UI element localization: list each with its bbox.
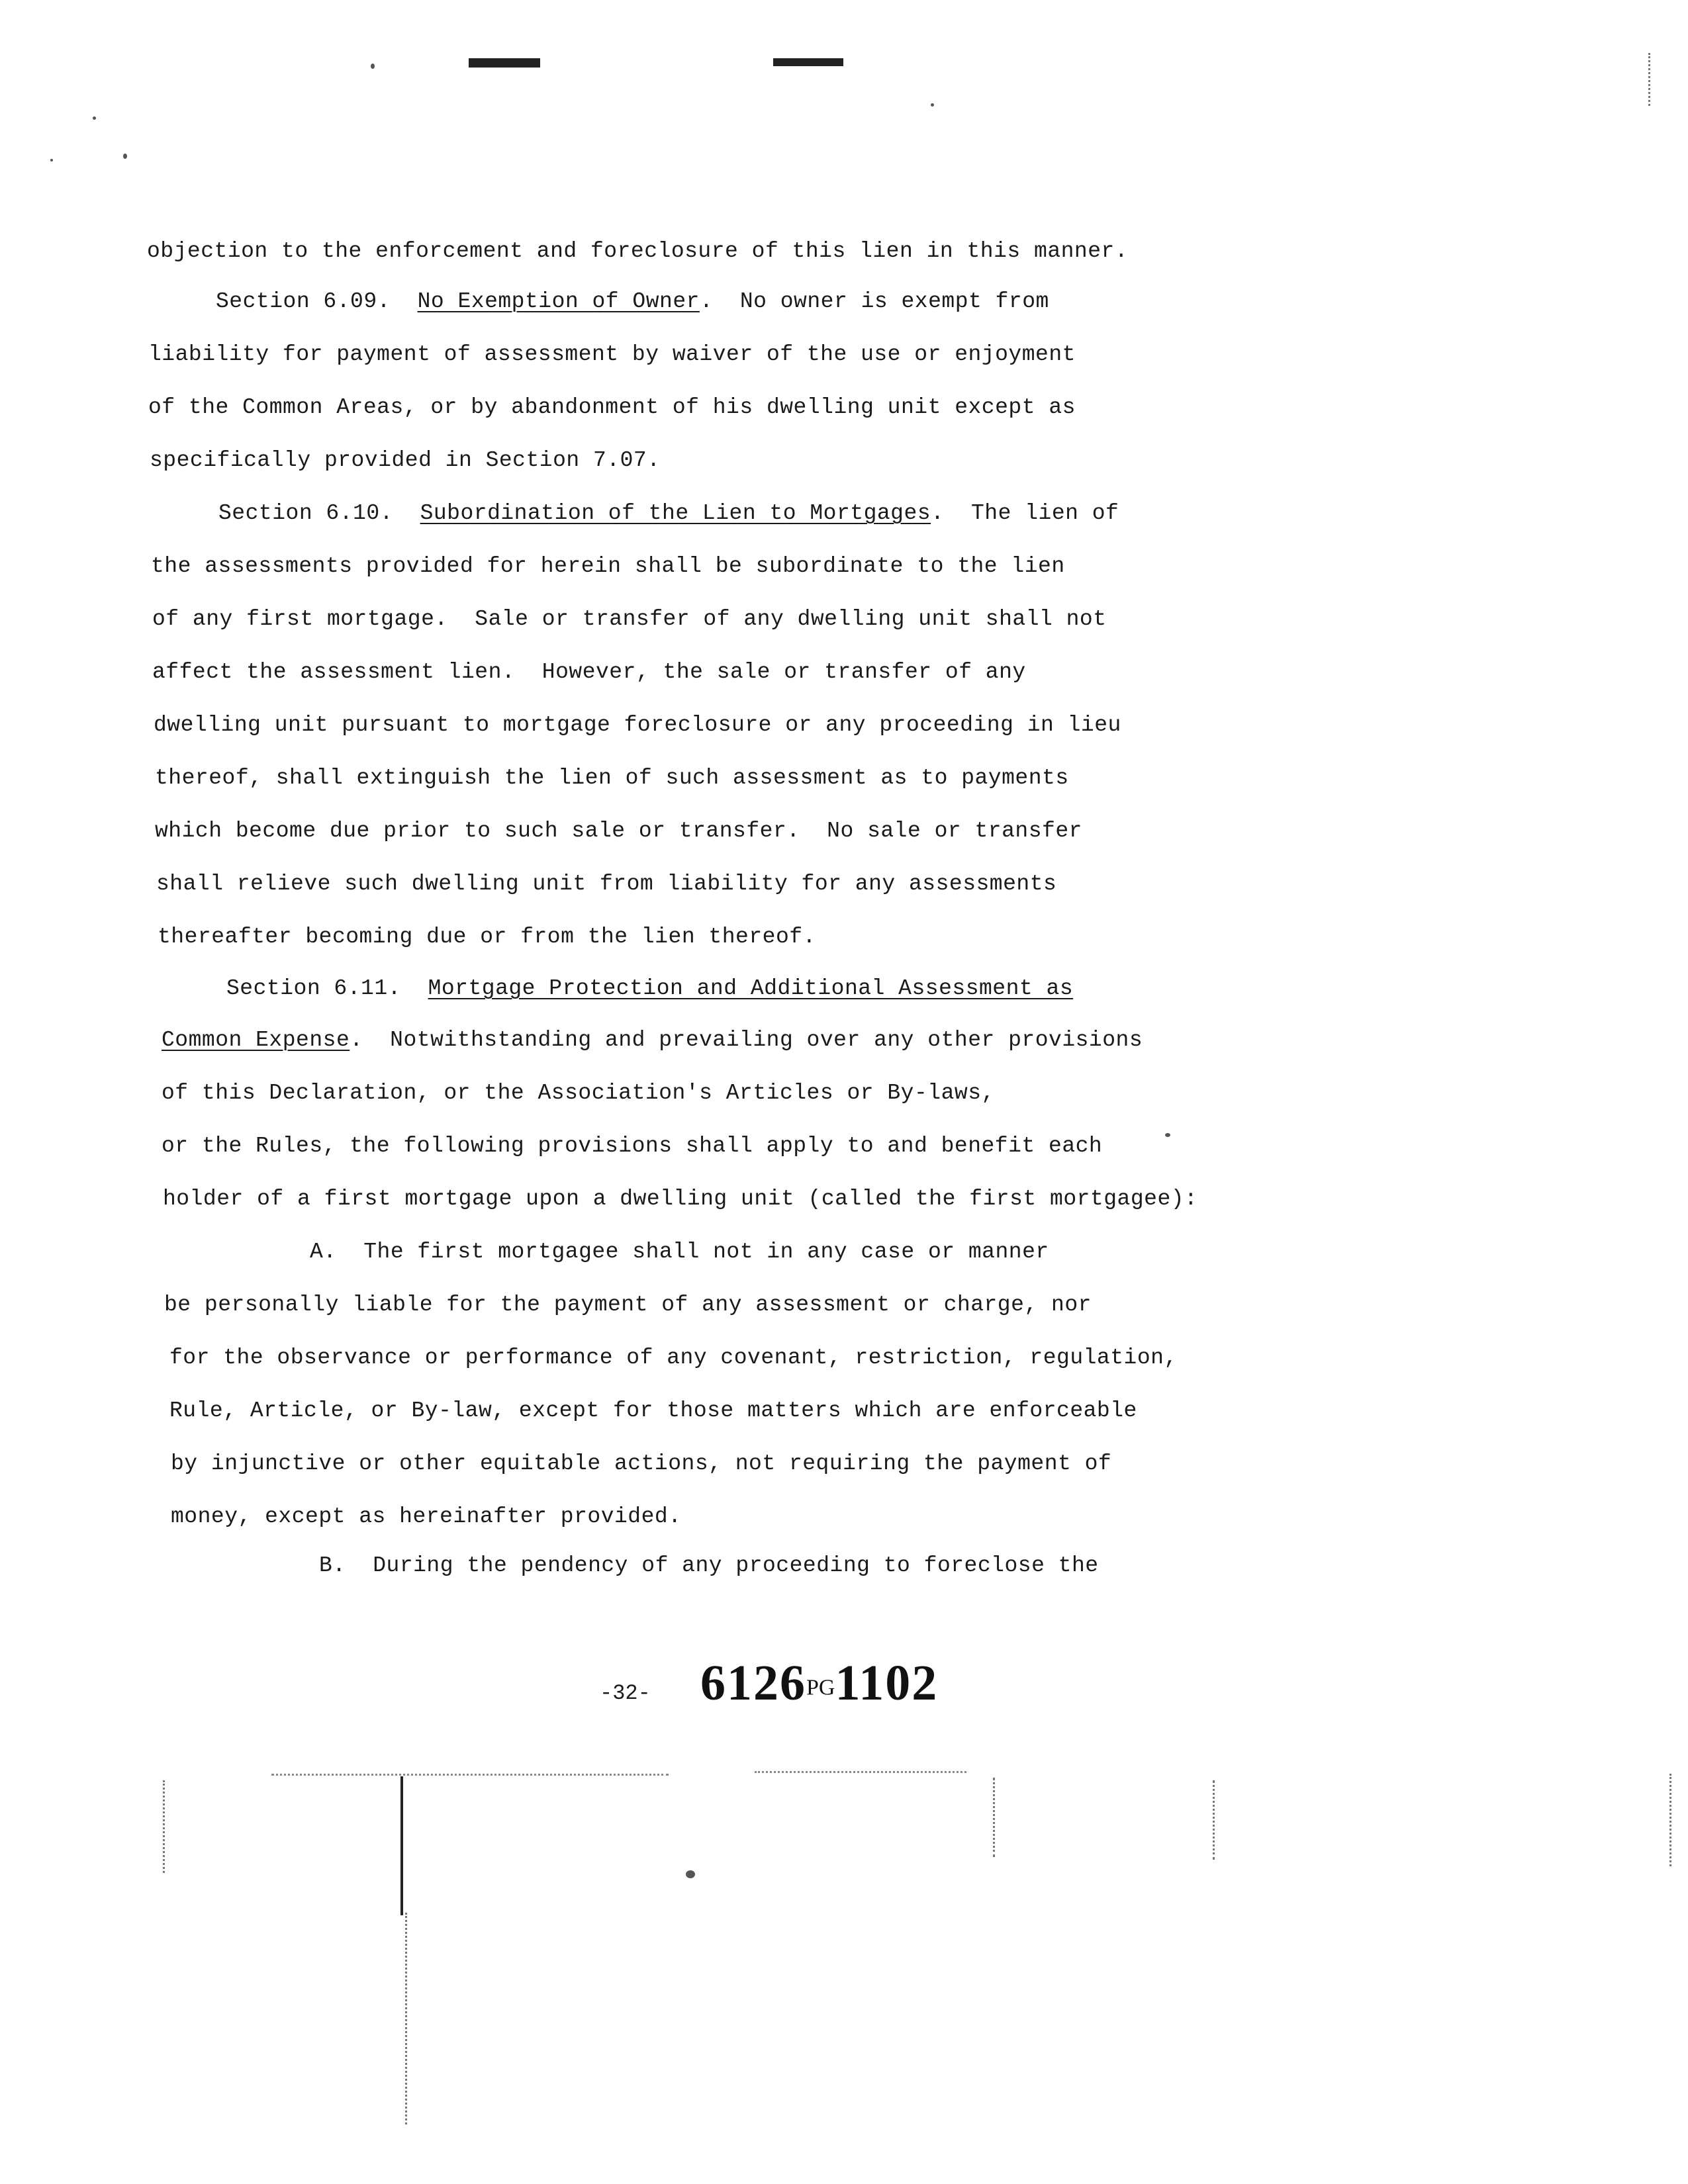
body-text-line: Rule, Article, or By-law, except for those matters which are enforceable	[169, 1398, 1137, 1423]
body-text-line: objection to the enforcement and foreclosure of this lien in this manner.	[147, 239, 1129, 263]
section-text: . Notwithstanding and prevailing over any other provisions	[350, 1028, 1143, 1052]
scan-speck	[1165, 1133, 1170, 1137]
page-number: -32-	[600, 1681, 651, 1706]
section-title-continued: Common Expense	[162, 1028, 350, 1052]
scan-speck	[371, 64, 375, 69]
section-label: Section 6.09.	[216, 289, 391, 314]
subsection-a-line: A. The first mortgagee shall not in any case or manner	[310, 1240, 1049, 1264]
body-text-line: of the Common Areas, or by abandonment of his dwelling unit except as	[148, 395, 1076, 420]
section-label: Section 6.11.	[226, 976, 401, 1001]
body-text-line: by injunctive or other equitable actions, not requiring the payment of	[171, 1451, 1112, 1476]
scan-speck	[686, 1870, 695, 1878]
scan-speck	[123, 154, 127, 159]
recording-stamp	[700, 1655, 938, 1712]
section-6-11-heading-line	[226, 976, 1073, 1002]
stamp-book: 6126	[700, 1655, 806, 1711]
body-text-line: affect the assessment lien. However, the sale or transfer of any	[152, 660, 1026, 684]
scan-edge-line	[1648, 53, 1650, 106]
body-text-line: shall relieve such dwelling unit from liability for any assessments	[156, 872, 1057, 896]
body-text-line: or the Rules, the following provisions shall apply to and benefit each	[162, 1134, 1103, 1158]
section-title: Subordination of the Lien to Mortgages	[420, 501, 931, 525]
body-text-line: which become due prior to such sale or transfer. No sale or transfer	[155, 819, 1082, 843]
scan-mark-top-right	[773, 58, 843, 66]
subsection-b-line: B. During the pendency of any proceeding to foreclose the	[319, 1553, 1099, 1578]
scan-speck	[931, 103, 934, 107]
body-text-line: dwelling unit pursuant to mortgage foreclosure or any proceeding in lieu	[154, 713, 1121, 737]
scan-edge-line	[755, 1771, 966, 1773]
body-text-line: the assessments provided for herein shall be subordinate to the lien	[151, 554, 1065, 578]
scan-edge-line	[1669, 1774, 1671, 1866]
body-text-line: money, except as hereinafter provided.	[171, 1504, 682, 1529]
scan-edge-line	[163, 1780, 165, 1873]
stamp-separator: PG	[806, 1675, 835, 1700]
body-text-line: liability for payment of assessment by waiver of the use or enjoyment	[148, 342, 1076, 367]
scan-edge-line	[405, 1913, 407, 2124]
scan-edge-bar	[400, 1776, 403, 1915]
body-text-line: be personally liable for the payment of any assessment or charge, nor	[164, 1293, 1092, 1317]
section-title: No Exemption of Owner	[417, 289, 700, 314]
stamp-page: 1102	[835, 1655, 939, 1711]
section-text: . No owner is exempt from	[699, 289, 1049, 314]
scan-speck	[93, 116, 96, 120]
body-text-line: of any first mortgage. Sale or transfer of any dwelling unit shall not	[152, 607, 1107, 631]
body-text-line: of this Declaration, or the Association's Articles or By-laws,	[162, 1081, 995, 1105]
scan-edge-line	[271, 1774, 669, 1776]
section-text: . The lien of	[931, 501, 1119, 525]
section-6-10-heading-line	[218, 500, 1119, 527]
body-text-line: thereafter becoming due or from the lien thereof.	[158, 925, 816, 949]
scan-speck	[50, 159, 53, 161]
section-label: Section 6.10.	[218, 501, 393, 525]
body-text-line: holder of a first mortgage upon a dwelling unit (called the first mortgagee):	[163, 1187, 1198, 1211]
section-6-09-heading-line	[216, 289, 1049, 315]
scan-edge-line	[993, 1778, 995, 1857]
section-6-11-title-cont-line	[162, 1027, 1143, 1054]
scan-edge-line	[1213, 1780, 1215, 1860]
scan-mark-top-left	[469, 58, 540, 68]
body-text-line: for the observance or performance of any covenant, restriction, regulation,	[169, 1345, 1178, 1370]
body-text-line: specifically provided in Section 7.07.	[150, 448, 661, 473]
section-title: Mortgage Protection and Additional Assessment as	[428, 976, 1074, 1001]
body-text-line: thereof, shall extinguish the lien of such assessment as to payments	[155, 766, 1069, 790]
